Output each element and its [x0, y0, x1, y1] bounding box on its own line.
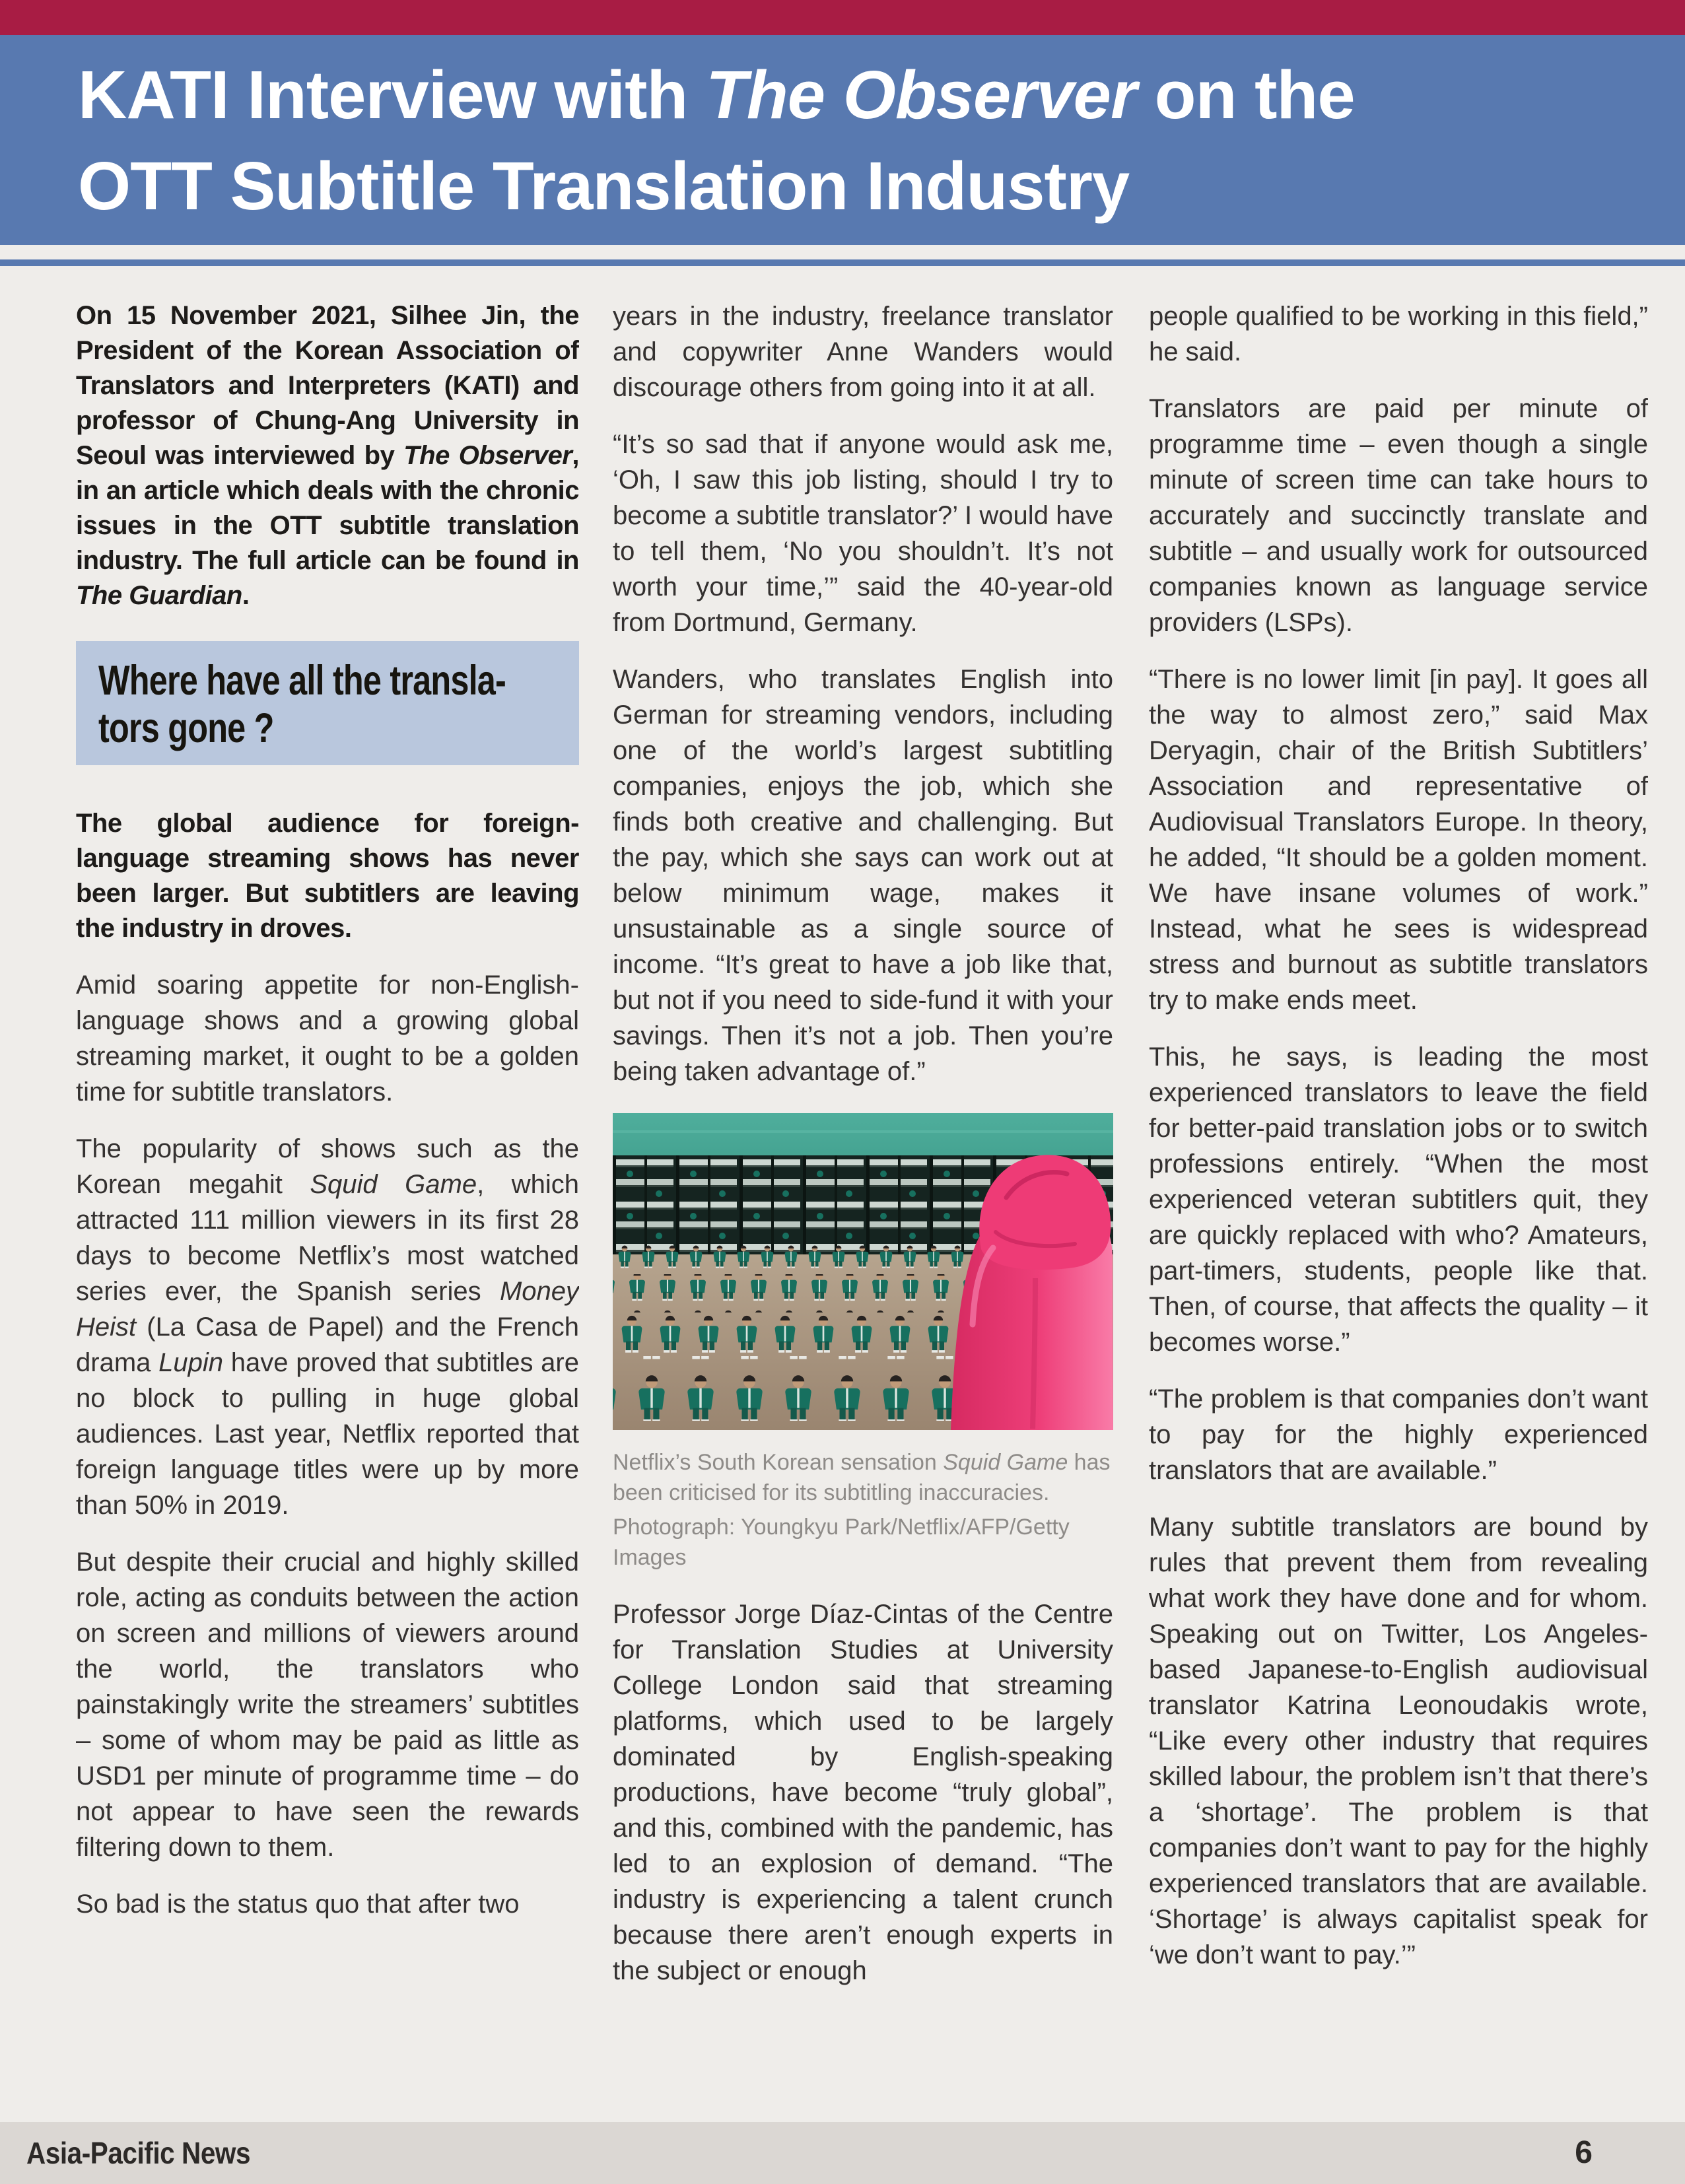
paragraph: Wanders, who translates English into German for streaming vendors, including one of the world’s largest subtitling companies, enjoys the job, which she finds both creative and challenging. But the pay, which she says can work out at below minimum wage, makes it unsustainable as a single source of income. “It’s great to have a job like that, but not if you need to side-fund it with your savings. Then it’s not a job. Then you’re being taken advantage of.” — [613, 665, 1113, 1086]
paragraph: Amid soaring appetite for non-English-language shows and a growing global streaming market, it ought to be a golden time for subtitle translators. — [76, 971, 579, 1107]
paragraph: But despite their crucial and highly skilled role, acting as conduits between the action on screen and millions of viewers around the world, the translators who painstakingly write the streamers’ subtitles – some of whom may be paid as little as USD1 per minute of programme time – do not appear to have seen the rewards filtering down to them. — [76, 1548, 579, 1862]
paragraph: years in the industry, freelance translator and copywriter Anne Wanders would discourage others from going into it at all. — [613, 302, 1113, 402]
header-banner — [0, 35, 1685, 245]
article-photo — [613, 1113, 1113, 1430]
photo-caption: Netflix’s South Korean sensation Squid Game has been criticised for its subtitling inaccuracies. — [613, 1450, 1111, 1505]
top-maroon-band — [0, 0, 1685, 35]
intro-paragraph: On 15 November 2021, Silhee Jin, the President of the Korean Association of Translators and Interpreters (KATI) and professor of Chung-Ang University in Seoul was interviewed by The Observer, in an article which deals with the chronic issues in the OTT subtitle translation industry. The full article can be found in The Guardian. — [76, 301, 579, 610]
title-line-1: KATI Interview with The Observer on the — [78, 57, 1355, 133]
standfirst-paragraph: The global audience for foreign-language streaming shows has never been larger. But subtitlers are leaving the industry in droves. — [76, 809, 579, 943]
paragraph: This, he says, is leading the most experienced translators to leave the field for better-paid translation jobs or to switch professions entirely. “When the most experienced veteran subtitlers quit, they are quickly replaced with who? Amateurs, part-timers, students, people like that. Then, of course, that affects the quality – it becomes worse.” — [1149, 1042, 1648, 1357]
section-heading: Where have all the transla- tors gone ? — [98, 658, 506, 751]
paragraph: people qualified to be working in this field,” he said. — [1149, 302, 1648, 366]
paragraph: “It’s so sad that if anyone would ask me, ‘Oh, I saw this job listing, should I try to become a subtitle translator?’ I would have to tell them, ‘No you shouldn’t. It’s not worth your time,’” said the 40-year-old from Dortmund, Germany. — [613, 430, 1113, 637]
paragraph: Many subtitle translators are bound by rules that prevent them from revealing what work they have done and for whom. Speaking out on Twitter, Los Angeles-based Japanese-to-English audiovisual translator Katrina Leonoudakis wrote, “Like every other industry that requires skilled labour, the problem isn’t that there’s a ‘shortage’. The problem is that companies don’t want to pay for the highly experienced translators that are available. ‘Shortage’ is always capitalist speak for ‘we don’t want to pay.’” — [1149, 1513, 1648, 1969]
footer-bar — [0, 2122, 1685, 2184]
squid-game-photo-illustration — [613, 1113, 1113, 1430]
paragraph: Translators are paid per minute of programme time – even though a single minute of screen time can take hours to accurately and succinctly translate and subtitle – and usually work for outsourced companies known as language service providers (LSPs). — [1149, 394, 1648, 637]
article-title — [78, 50, 1663, 232]
footer-section-label: Asia-Pacific News — [26, 2136, 251, 2170]
paragraph: “The problem is that companies don’t want to pay for the highly experienced translators that are available.” — [1149, 1384, 1648, 1485]
page-number: 6 — [1575, 2135, 1593, 2170]
section-heading-box — [76, 641, 579, 765]
paragraph: The popularity of shows such as the Korean megahit Squid Game, which attracted 111 million viewers in its first 28 days to become Netflix’s most watched series ever, the Spanish series Money Heist (La Casa de Papel) and the French drama Lupin have proved that subtitles are no block to pulling in huge global audiences. Last year, Netflix reported that foreign language titles were up by more than 50% in 2019. — [76, 1134, 579, 1520]
paragraph: “There is no lower limit [in pay]. It goes all the way to almost zero,” said Max Deryagin, chair of the British Subtitlers’ Association and representative of Audiovisual Translators Europe. In theory, he added, “It should be a golden moment. We have insane volumes of work.” Instead, what he sees is widespread stress and burnout as subtitle translators try to make ends meet. — [1149, 665, 1648, 1015]
paragraph: So bad is the status quo that after two — [76, 1890, 520, 1919]
header-rule — [0, 259, 1685, 266]
title-line-2: OTT Subtitle Translation Industry — [78, 148, 1130, 224]
column-3 — [1149, 298, 1648, 2119]
photo-credit: Photograph: Youngkyu Park/Netflix/AFP/Getty Images — [613, 1515, 1070, 1570]
paragraph: Professor Jorge Díaz-Cintas of the Centre for Translation Studies at University College London said that streaming platforms, which used to be largely dominated by English-speaking productions, have become “truly global”, and this, combined with the pandemic, has led to an explosion of demand. “The industry is experiencing a talent crunch because there aren’t enough experts in the subject or enough — [613, 1600, 1113, 1985]
column-1 — [76, 298, 579, 2119]
column-2 — [613, 298, 1113, 2119]
